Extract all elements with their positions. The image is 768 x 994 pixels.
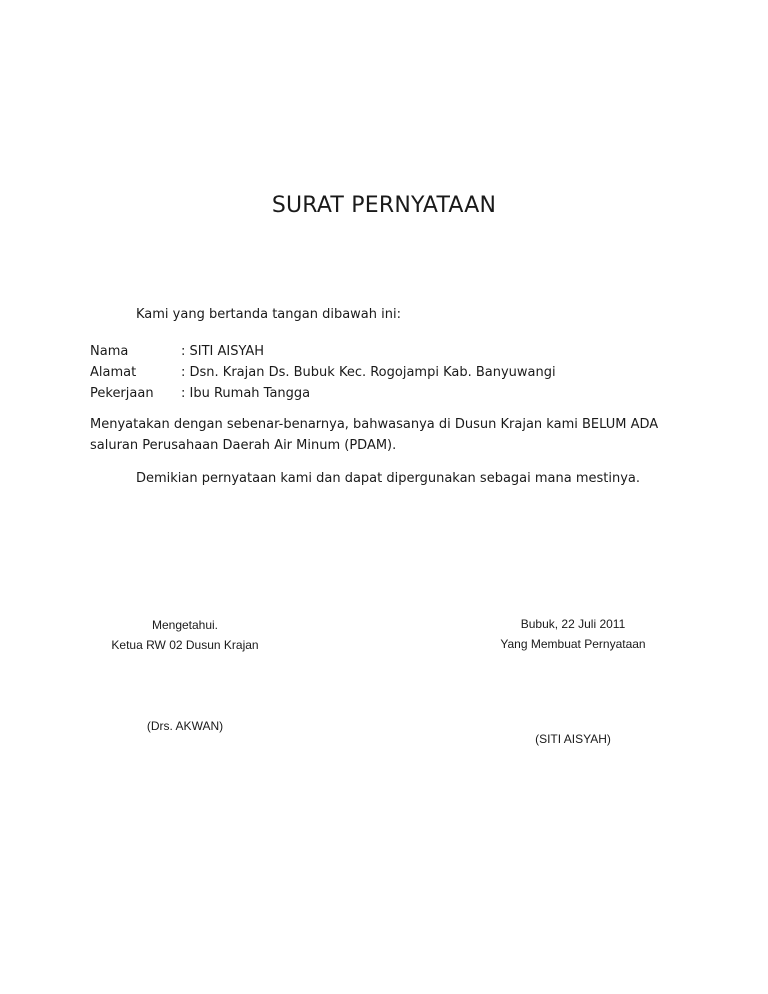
place-date: Bubuk, 22 Juli 2011: [520, 617, 626, 631]
field-value: : Dsn. Krajan Ds. Bubuk Kec. Rogojampi Kab. Banyuwangi: [181, 365, 556, 380]
signer-name-right: (SITI AISYAH): [535, 732, 611, 746]
signer-name-left: (Drs. AKWAN): [146, 719, 224, 733]
signature-block-left: [95, 615, 275, 655]
field-value: : SITI AISYAH: [181, 344, 265, 359]
intro-text: Kami yang bertanda tangan dibawah ini:: [136, 307, 401, 322]
field-row-alamat: [90, 362, 556, 383]
field-value: : Ibu Rumah Tangga: [181, 386, 311, 401]
field-row-pekerjaan: [90, 383, 556, 404]
signer-role-right: Yang Membuat Pernyataan: [500, 637, 646, 651]
field-row-nama: [90, 341, 556, 362]
signature-block-right: [478, 614, 668, 654]
document-title: SURAT PERNYATAAN: [271, 193, 497, 218]
acknowledgement-label: Mengetahui.: [151, 618, 219, 632]
field-label: Alamat: [90, 365, 137, 380]
field-label: Pekerjaan: [90, 386, 154, 401]
field-label: Nama: [90, 344, 129, 359]
identity-fields: [90, 341, 556, 404]
signer-role-left: Ketua RW 02 Dusun Krajan: [111, 638, 259, 652]
closing-paragraph: Demikian pernyataan kami dan dapat dipergunakan sebagai mana mestinya.: [136, 471, 641, 486]
statement-paragraph: Menyatakan dengan sebenar-benarnya, bahwasanya di Dusun Krajan kami BELUM ADA saluran Perusahaan Daerah Air Minum (PDAM).: [90, 417, 659, 453]
